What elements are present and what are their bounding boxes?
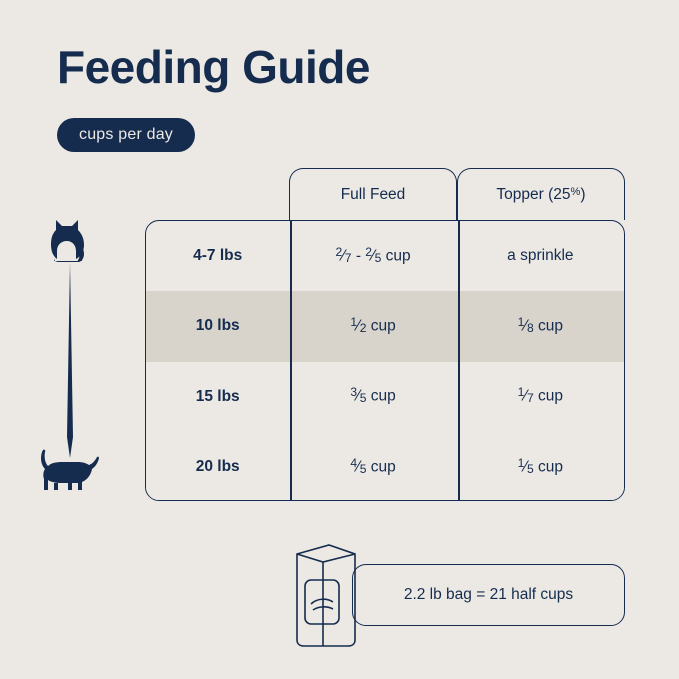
table-row: [146, 291, 624, 361]
cell-weight: 10 lbs: [195, 317, 240, 335]
cell-full-feed: $^1⁄_2$ cup: [350, 315, 396, 335]
range-dash: -: [355, 247, 361, 265]
fraction-denominator: 7: [526, 391, 534, 406]
subtitle-pill: [57, 118, 195, 152]
cell-full-feed: $^3⁄_5$ cup: [350, 385, 396, 406]
column-header-full-feed-label: Full Feed: [340, 185, 406, 203]
table-divider: [290, 221, 292, 501]
cat-sitting-icon: [46, 218, 92, 264]
fraction-denominator: 5: [526, 461, 534, 476]
unit-label: cup: [370, 317, 396, 335]
cell-topper: a sprinkle: [507, 247, 574, 265]
unit-label: cup: [538, 317, 564, 335]
feeding-table: [145, 168, 625, 501]
unit-label: cup: [538, 458, 564, 476]
height-measure-line-icon: [62, 262, 78, 458]
bag-yield-label: 2.2 lb bag = 21 half cups: [403, 586, 574, 603]
fraction-denominator: 5: [359, 391, 367, 406]
fraction-denominator: 5: [374, 250, 382, 265]
unit-label: cup: [385, 247, 411, 265]
cat-walking-icon: [38, 448, 102, 494]
cell-topper: $^1⁄_7$ cup: [517, 385, 564, 406]
table-divider: [458, 221, 460, 501]
cell-full-feed: $^2⁄_7$ - $^2⁄_5$ cup: [335, 244, 411, 265]
fraction-numerator: 3: [350, 385, 358, 400]
fraction-numerator: 2: [365, 244, 373, 259]
fraction-denominator: 2: [359, 320, 367, 335]
fraction-numerator: 1: [517, 385, 525, 400]
column-header-full-feed: [289, 168, 457, 220]
fraction-numerator: 1: [517, 315, 525, 330]
fraction-numerator: 1: [350, 315, 358, 330]
cell-weight: 4-7 lbs: [193, 247, 243, 265]
unit-label: cup: [370, 387, 396, 405]
fraction-denominator: 7: [344, 250, 352, 265]
fraction-numerator: 1: [517, 455, 525, 470]
subtitle-pill-label: cups per day: [79, 126, 174, 143]
cell-weight: 15 lbs: [195, 387, 240, 405]
table-row: [146, 362, 624, 432]
bag-yield-note: [352, 564, 625, 626]
fraction-denominator: 5: [359, 461, 367, 476]
table-row: [146, 221, 624, 291]
fraction-numerator: 4: [350, 455, 358, 470]
feeding-table-body: [145, 220, 625, 501]
cell-topper: $^1⁄_8$ cup: [517, 315, 564, 335]
cell-weight: 20 lbs: [195, 457, 240, 475]
table-row: [146, 432, 624, 501]
cell-full-feed: $^4⁄_5$ cup: [350, 455, 396, 476]
fraction-numerator: 2: [335, 244, 343, 259]
fraction-denominator: 8: [526, 320, 534, 335]
column-header-topper-label: Topper (25%): [496, 185, 586, 203]
column-header-topper: [457, 168, 625, 220]
unit-label: cup: [538, 387, 564, 405]
page-title: Feeding Guide: [57, 41, 370, 93]
unit-label: cup: [370, 458, 396, 476]
cell-topper: $^1⁄_5$ cup: [517, 455, 564, 476]
